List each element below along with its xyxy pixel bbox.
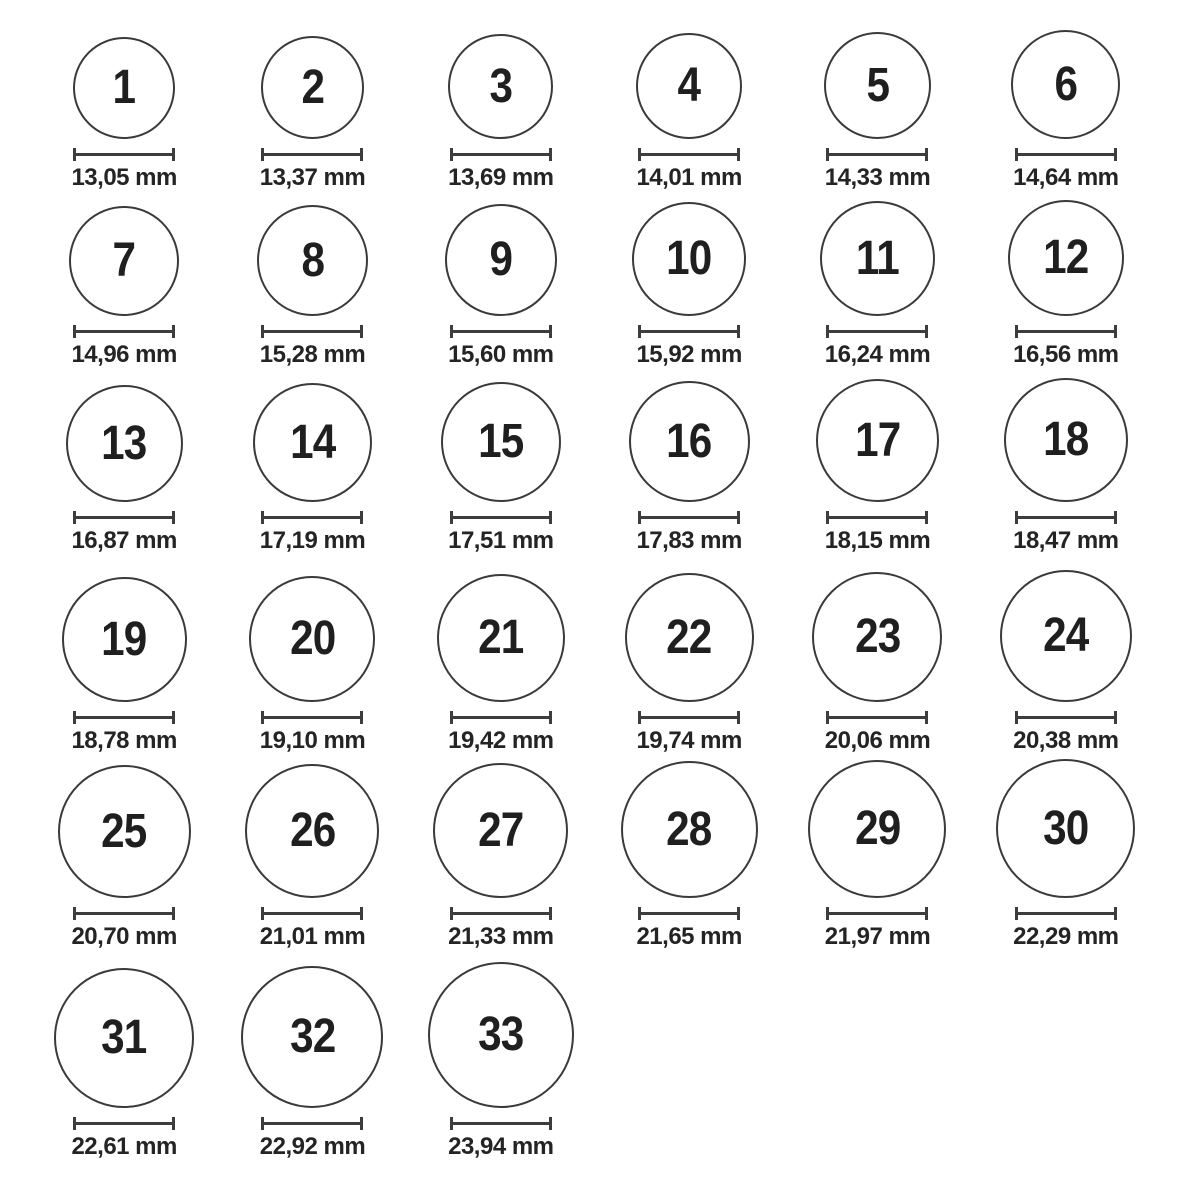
chart-row (30, 0, 1160, 190)
ring-circle (996, 759, 1135, 898)
ring-size-cell (30, 0, 218, 190)
diameter-dimension-line (73, 325, 175, 338)
chart-row (30, 190, 1160, 367)
ring-size-cell (595, 367, 783, 553)
diameter-dimension-line (73, 1117, 175, 1130)
diameter-label: 20,70 mm (71, 923, 177, 950)
diameter-label: 17,19 mm (259, 527, 366, 554)
ring-size-number: 3 (489, 59, 513, 113)
dimension-bar (453, 912, 549, 915)
ring-size-cell (783, 553, 971, 753)
diameter-label: 14,01 mm (636, 164, 742, 191)
ring-circle (625, 573, 754, 702)
ring-circle (621, 761, 758, 898)
chart-row (30, 949, 1160, 1159)
ring-size-cell (218, 949, 406, 1159)
diameter-dimension-line (450, 1117, 552, 1130)
ring-size-cell (783, 0, 971, 190)
diameter-label: 16,87 mm (71, 527, 177, 554)
ring-size-number: 11 (856, 231, 899, 285)
ring-size-number: 7 (112, 234, 136, 287)
diameter-dimension-line (450, 325, 552, 338)
dimension-bar (76, 912, 172, 915)
ring-size-cell (218, 190, 406, 367)
diameter-dimension-line (638, 907, 740, 920)
dimension-bar (829, 716, 925, 719)
diameter-dimension-line (1015, 711, 1117, 724)
dimension-bar (1018, 912, 1114, 915)
ring-size-number: 33 (478, 1008, 524, 1061)
diameter-dimension-line (261, 711, 363, 724)
ring-size-number: 19 (101, 612, 147, 666)
ring-size-number: 8 (301, 233, 324, 287)
ring-size-cell (972, 553, 1160, 753)
ring-size-cell (407, 753, 595, 949)
diameter-dimension-line (826, 148, 928, 161)
diameter-dimension-line (261, 511, 363, 524)
dimension-bar (453, 1122, 549, 1125)
ring-size-cell (407, 190, 595, 367)
chart-row (30, 753, 1160, 949)
ring-circle (1008, 200, 1124, 316)
ring-size-number: 9 (489, 233, 513, 286)
ring-size-number: 17 (854, 413, 901, 467)
ring-size-number: 29 (854, 802, 901, 855)
diameter-dimension-line (73, 511, 175, 524)
ring-circle (816, 379, 939, 502)
dimension-bar (641, 716, 737, 719)
chart-row (30, 553, 1160, 753)
diameter-label: 13,37 mm (259, 164, 366, 191)
diameter-label: 16,24 mm (824, 341, 931, 368)
ring-circle (1011, 30, 1120, 139)
diameter-dimension-line (450, 907, 552, 920)
dimension-bar (1018, 330, 1114, 333)
ring-size-number: 31 (101, 1011, 147, 1064)
diameter-label: 20,06 mm (824, 727, 931, 754)
ring-size-cell (30, 553, 218, 753)
diameter-label: 19,42 mm (448, 727, 554, 754)
dimension-bar (641, 516, 737, 519)
diameter-label: 16,56 mm (1013, 341, 1119, 368)
diameter-label: 23,94 mm (448, 1133, 554, 1160)
diameter-label: 17,83 mm (636, 527, 742, 554)
ring-size-number: 10 (666, 232, 712, 285)
ring-size-number: 16 (666, 414, 712, 468)
ring-size-cell (407, 949, 595, 1159)
ring-size-number: 4 (677, 59, 701, 112)
diameter-dimension-line (1015, 511, 1117, 524)
ring-circle (820, 201, 935, 316)
dimension-bar (264, 516, 360, 519)
ring-size-cell (218, 367, 406, 553)
dimension-bar (76, 153, 172, 156)
dimension-bar (641, 912, 737, 915)
diameter-label: 15,92 mm (636, 341, 742, 368)
ring-size-number: 22 (666, 610, 712, 664)
ring-size-number: 32 (289, 1010, 336, 1063)
ring-size-cell (783, 367, 971, 553)
dimension-bar (76, 516, 172, 519)
ring-circle (58, 765, 191, 898)
dimension-bar (264, 1122, 360, 1125)
ring-circle (66, 385, 183, 502)
diameter-label: 21,33 mm (448, 923, 554, 950)
ring-size-cell (30, 949, 218, 1159)
ring-size-number: 14 (289, 415, 336, 469)
diameter-dimension-line (261, 148, 363, 161)
dimension-bar (829, 330, 925, 333)
dimension-bar (829, 912, 925, 915)
ring-circle (1000, 570, 1132, 702)
dimension-bar (76, 330, 172, 333)
ring-size-cell (783, 190, 971, 367)
ring-size-cell (595, 553, 783, 753)
diameter-dimension-line (73, 907, 175, 920)
ring-circle (1004, 378, 1128, 502)
diameter-dimension-line (261, 1117, 363, 1130)
ring-circle (253, 383, 372, 502)
dimension-bar (1018, 516, 1114, 519)
ring-circle (629, 381, 750, 502)
diameter-label: 13,69 mm (448, 164, 554, 191)
ring-size-cell (972, 190, 1160, 367)
ring-size-number: 5 (866, 58, 889, 112)
diameter-dimension-line (1015, 325, 1117, 338)
ring-size-number: 24 (1043, 609, 1089, 662)
diameter-dimension-line (73, 148, 175, 161)
diameter-dimension-line (638, 148, 740, 161)
ring-size-cell (595, 753, 783, 949)
ring-circle (812, 572, 942, 702)
ring-size-number: 1 (112, 61, 136, 114)
ring-circle (445, 204, 557, 316)
diameter-dimension-line (450, 148, 552, 161)
ring-size-number: 2 (301, 60, 324, 114)
ring-circle (69, 206, 179, 316)
ring-size-cell (972, 0, 1160, 190)
diameter-label: 20,38 mm (1013, 727, 1119, 754)
ring-size-cell (972, 753, 1160, 949)
diameter-dimension-line (450, 711, 552, 724)
ring-circle (636, 33, 742, 139)
ring-circle (808, 760, 946, 898)
diameter-label: 14,96 mm (71, 341, 177, 368)
ring-size-cell (218, 0, 406, 190)
diameter-label: 21,01 mm (259, 923, 366, 950)
dimension-bar (829, 516, 925, 519)
ring-size-number: 6 (1054, 57, 1078, 111)
ring-circle (73, 37, 175, 139)
ring-circle (441, 382, 561, 502)
diameter-dimension-line (450, 511, 552, 524)
diameter-label: 19,10 mm (259, 727, 366, 754)
ring-circle (241, 966, 383, 1108)
ring-size-number: 23 (854, 610, 901, 663)
diameter-label: 19,74 mm (636, 727, 742, 754)
ring-circle (245, 764, 379, 898)
diameter-dimension-line (261, 325, 363, 338)
dimension-bar (264, 716, 360, 719)
ring-size-number: 18 (1043, 413, 1089, 466)
dimension-bar (264, 912, 360, 915)
diameter-label: 21,97 mm (824, 923, 931, 950)
diameter-label: 18,47 mm (1013, 527, 1119, 554)
ring-circle (437, 574, 565, 702)
diameter-label: 14,64 mm (1013, 164, 1119, 191)
ring-size-cell (407, 0, 595, 190)
ring-circle (448, 34, 553, 139)
ring-circle (433, 763, 568, 898)
ring-size-number: 20 (289, 612, 336, 665)
ring-size-number: 28 (666, 802, 712, 856)
diameter-dimension-line (1015, 148, 1117, 161)
diameter-dimension-line (261, 907, 363, 920)
diameter-label: 18,78 mm (71, 727, 177, 754)
ring-size-cell (30, 190, 218, 367)
ring-size-cell (407, 367, 595, 553)
diameter-dimension-line (826, 325, 928, 338)
diameter-dimension-line (638, 325, 740, 338)
diameter-label: 15,28 mm (259, 341, 366, 368)
ring-size-cell (595, 190, 783, 367)
diameter-label: 18,15 mm (824, 527, 931, 554)
dimension-bar (264, 153, 360, 156)
ring-size-cell (30, 367, 218, 553)
ring-circle (54, 968, 194, 1108)
diameter-dimension-line (826, 907, 928, 920)
chart-row (30, 367, 1160, 553)
dimension-bar (76, 716, 172, 719)
ring-size-cell (218, 753, 406, 949)
diameter-label: 13,05 mm (71, 164, 177, 191)
ring-size-number: 27 (478, 803, 524, 857)
ring-size-number: 21 (478, 611, 524, 664)
ring-circle (632, 202, 746, 316)
ring-size-cell (30, 753, 218, 949)
diameter-label: 21,65 mm (636, 923, 742, 950)
diameter-dimension-line (826, 711, 928, 724)
dimension-bar (829, 153, 925, 156)
ring-size-cell (972, 367, 1160, 553)
ring-circle (249, 576, 375, 702)
ring-size-cell (407, 553, 595, 753)
ring-circle (824, 32, 931, 139)
ring-circle (428, 962, 574, 1108)
ring-circle (62, 577, 187, 702)
diameter-dimension-line (826, 511, 928, 524)
dimension-bar (453, 716, 549, 719)
dimension-bar (1018, 153, 1114, 156)
ring-size-cell (218, 553, 406, 753)
diameter-label: 15,60 mm (448, 341, 554, 368)
ring-size-number: 26 (289, 804, 336, 857)
dimension-bar (641, 153, 737, 156)
diameter-label: 14,33 mm (824, 164, 931, 191)
ring-size-number: 13 (101, 416, 147, 470)
ring-circle (257, 205, 368, 316)
ring-size-number: 12 (1043, 231, 1089, 284)
ring-size-number: 30 (1043, 801, 1089, 855)
ring-size-cell (595, 0, 783, 190)
dimension-bar (453, 330, 549, 333)
dimension-bar (453, 153, 549, 156)
diameter-dimension-line (1015, 907, 1117, 920)
diameter-dimension-line (638, 711, 740, 724)
dimension-bar (641, 330, 737, 333)
diameter-label: 22,29 mm (1013, 923, 1119, 950)
dimension-bar (76, 1122, 172, 1125)
diameter-dimension-line (638, 511, 740, 524)
dimension-bar (1018, 716, 1114, 719)
dimension-bar (453, 516, 549, 519)
ring-size-number: 25 (101, 804, 147, 858)
diameter-dimension-line (73, 711, 175, 724)
diameter-label: 17,51 mm (448, 527, 554, 554)
dimension-bar (264, 330, 360, 333)
ring-circle (261, 36, 364, 139)
diameter-label: 22,92 mm (259, 1133, 366, 1160)
diameter-label: 22,61 mm (71, 1133, 177, 1160)
ring-size-cell (783, 753, 971, 949)
ring-size-number: 15 (478, 415, 524, 468)
